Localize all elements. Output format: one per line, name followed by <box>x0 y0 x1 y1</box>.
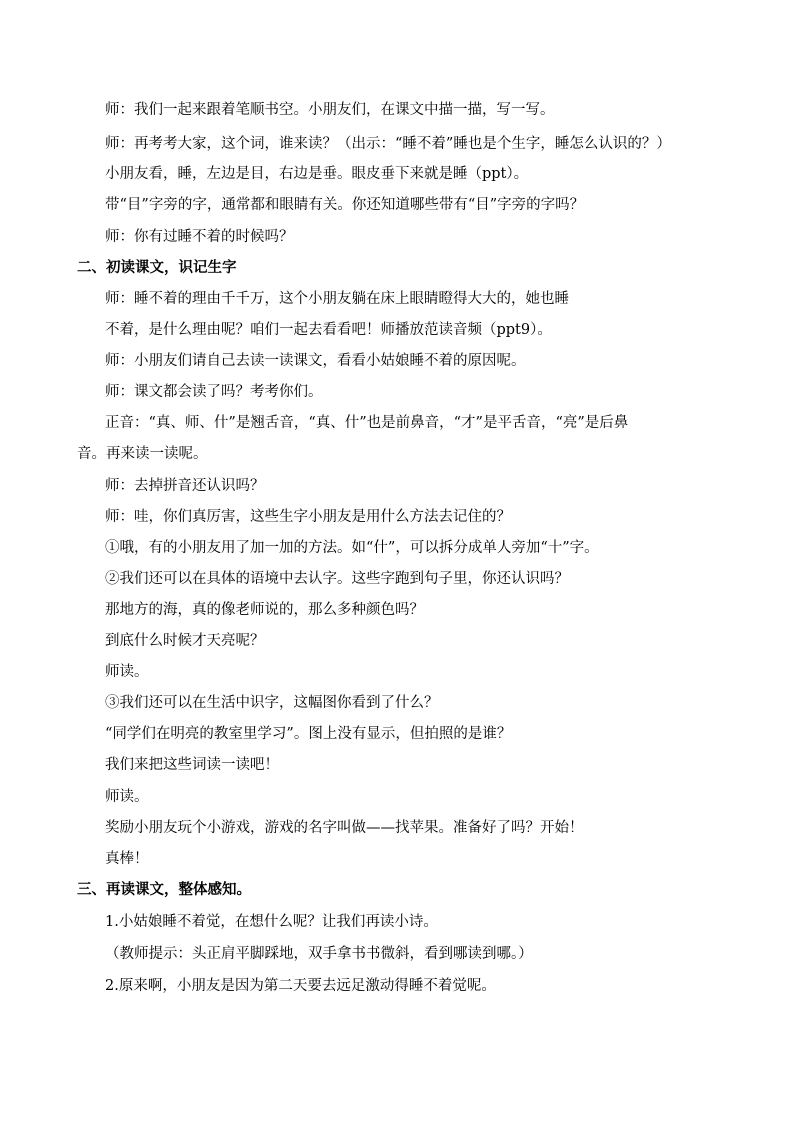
paragraph: 我们来把这些词读一读吧！ <box>105 757 279 773</box>
paragraph: ③我们还可以在生活中识字，这幅图你看到了什么？ <box>105 695 439 711</box>
paragraph: 真棒！ <box>105 851 149 867</box>
paragraph: ②我们还可以在具体的语境中去认字。这些字跑到句子里，你还认识吗？ <box>105 571 569 587</box>
paragraph: 师：你有过睡不着的时候吗？ <box>105 229 294 245</box>
paragraph: 师：我们一起来跟着笔顺书空。小朋友们，在课文中描一描，写一写。 <box>105 102 555 118</box>
paragraph: 师：哇，你们真厉害，这些生字小朋友是用什么方法去记住的？ <box>105 509 511 525</box>
section-heading: 三、再读课文，整体感知。 <box>77 882 251 898</box>
paragraph: 那地方的海，真的像老师说的，那么多种颜色吗？ <box>105 602 424 618</box>
paragraph: 小朋友看，睡，左边是目，右边是垂。眼皮垂下来就是睡（ppt）。 <box>105 166 529 182</box>
paragraph: 2.原来啊，小朋友是因为第二天要去远足激动得睡不着觉呢。 <box>105 978 496 994</box>
paragraph: ①哦，有的小朋友用了加一加的方法。如“什”，可以拆分成单人旁加“十”字。 <box>105 540 599 556</box>
paragraph: 音。再来读一读呢。 <box>77 446 208 462</box>
paragraph: 师读。 <box>105 789 149 805</box>
paragraph: 1.小姑娘睡不着觉，在想什么呢？让我们再读小诗。 <box>105 914 438 930</box>
section-heading: 二、初读课文，识记生字 <box>77 260 237 276</box>
paragraph: “同学们在明亮的教室里学习”。图上没有显示，但拍照的是谁？ <box>105 726 512 742</box>
paragraph: 奖励小朋友玩个小游戏，游戏的名字叫做——找苹果。准备好了吗？开始！ <box>105 820 584 836</box>
paragraph: 到底什么时候才天亮呢？ <box>105 633 265 649</box>
paragraph: 师：去掉拼音还认识吗？ <box>105 478 265 494</box>
paragraph: （教师提示：头正肩平脚踩地，双手拿书书微斜，看到哪读到哪。） <box>105 946 533 962</box>
paragraph: 正音：“真、师、什”是翘舌音，“真、什”也是前鼻音，“才”是平舌音，“亮”是后鼻 <box>105 415 629 431</box>
paragraph: 师：小朋友们请自己去读一读课文，看看小姑娘睡不着的原因呢。 <box>105 353 526 369</box>
paragraph: 师：再考考大家，这个词，谁来读？（出示：“睡不着”睡也是个生字，睡怎么认识的？） <box>105 136 671 152</box>
paragraph: 师：睡不着的理由千千万，这个小朋友躺在床上眼睛瞪得大大的，她也睡 <box>105 291 569 307</box>
paragraph: 师读。 <box>105 664 149 680</box>
paragraph: 师：课文都会读了吗？考考你们。 <box>105 384 323 400</box>
paragraph: 带“目”字旁的字，通常都和眼睛有关。你还知道哪些带有“目”字旁的字吗？ <box>105 197 585 213</box>
paragraph: 不着，是什么理由呢？咱们一起去看看吧！师播放范读音频（ppt9）。 <box>105 322 552 338</box>
